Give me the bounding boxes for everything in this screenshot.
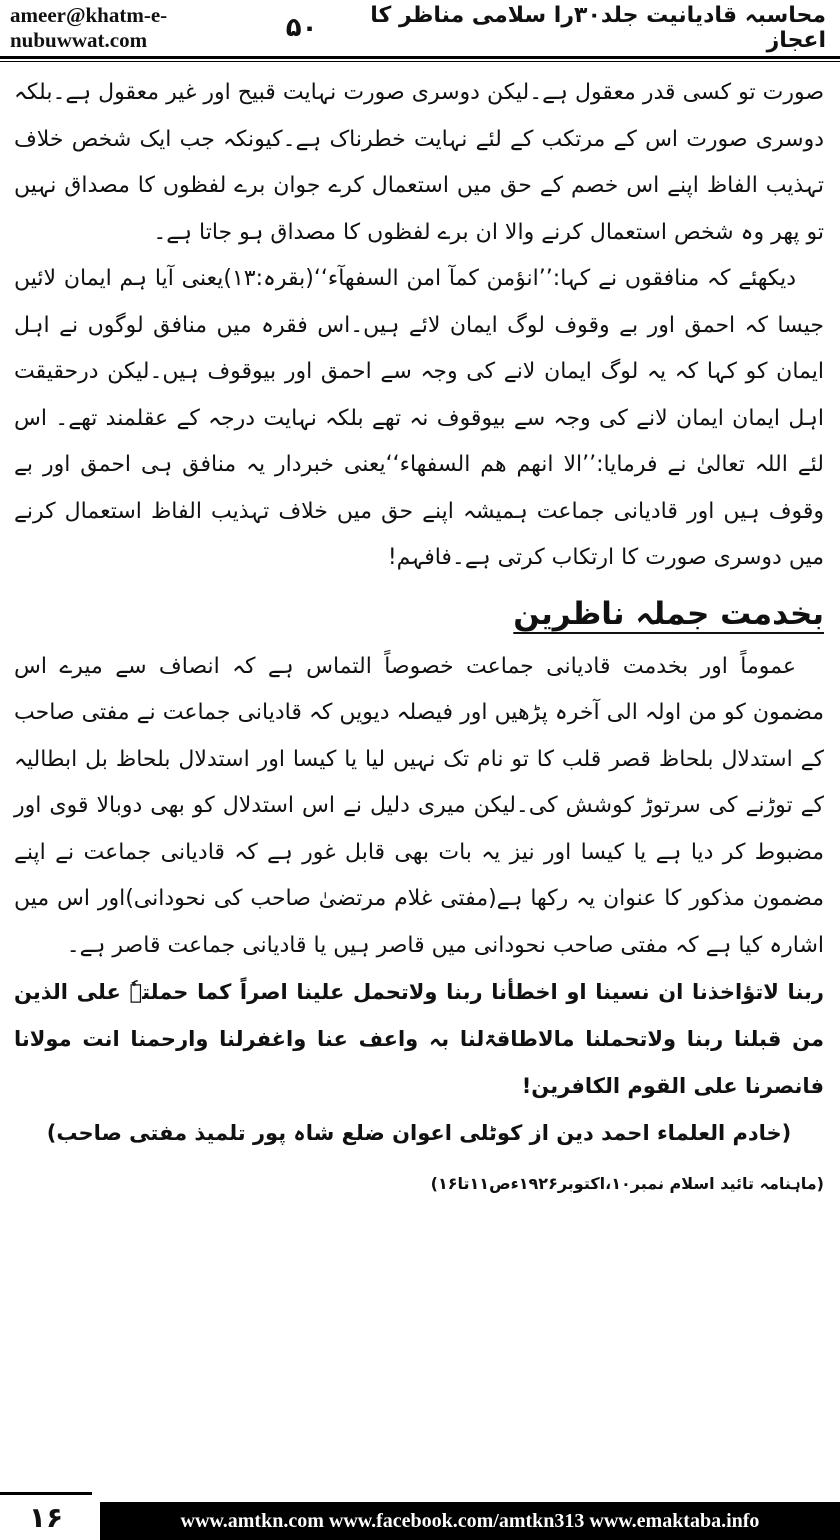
header-page-number: ۵۰	[285, 13, 318, 43]
section-heading	[14, 588, 824, 640]
header-email: ameer@khatm-e-nubuwwat.com	[10, 3, 168, 52]
header-rule-thin	[0, 61, 840, 62]
source-reference: (ماہنامہ تائید اسلام نمبر۱۰،اکتوبر۱۹۲۶ءص۱۱تا۱۶)	[430, 1174, 824, 1193]
page-header	[0, 0, 840, 56]
section-heading-text: بخدمت جملہ ناظرین	[513, 595, 824, 632]
dua-text: ربنا لاتؤاخذنا ان نسینا او اخطأنا ربنا ولاتحمل علینا اصراً کما حملتہٗ علی الذین من قبلنا ربنا ولاتحملنا مالاطاقۃلنا بہ واعف عنا واغفرلنا وارحمنا انت مولانا فانصرنا علی القوم الکافرین!	[14, 980, 824, 1098]
footer-page-number: ۱۶	[0, 1492, 92, 1540]
header-book-title: محاسبہ قادیانیت جلد۳۰را سلامی مناظر کا اعجاز	[370, 3, 826, 53]
footer-links: www.amtkn.com www.facebook.com/amtkn313 www.emaktaba.info	[100, 1502, 840, 1540]
section-paragraph: عموماً اور بخدمت قادیانی جماعت خصوصاً التماس ہے کہ انصاف سے میرے اس مضمون کو من اولہ الی آخرہ پڑھیں اور فیصلہ دیویں کہ قادیانی جماعت نے مفتی صاحب کے استدلال بلحاظ قصر قلب کا تو نام تک نہیں لیا یا کیسا اور استدلال بلحاظ بل ابطالیہ کے توڑنے کی سرتوڑ کوشش کی۔لیکن میری دلیل نے اس استدلال کو بھی دوبالا قوی اور مضبوط کر دیا ہے یا کیسا اور نیز یہ بات بھی قابل غور ہے کہ قادیانی جماعت نے اپنے مضمون مذکور کا عنوان یہ رکھا ہے(مفتی غلام مرتضیٰ صاحب کی نحودانی)اور اس میں اشارہ کیا ہے کہ مفتی صاحب نحودانی میں قاصر ہیں یا قادیانی جماعت قاصر ہے۔	[14, 653, 824, 958]
signature: (خادم العلماء احمد دین از کوٹلی اعوان ضلع شاہ پور تلمیذ مفتی صاحب)	[46, 1121, 792, 1145]
header-right-group	[286, 3, 826, 53]
paragraph-2: دیکھئے کہ منافقوں نے کہا:’’انؤمن کمآ امن السفھآء‘‘(بقرہ:۱۳)یعنی آیا ہم ایمان لائیں جیسا کہ احمق اور بے وقوف لوگ ایمان لائے ہیں۔اس فقرہ میں منافق لوگوں نے اہل ایمان کو کہا کہ یہ لوگ ایمان لانے کی وجہ سے احمق اور بیوقوف ہیں۔لیکن درحقیقت اہل ایمان ایمان لانے کی وجہ سے بیوقوف نہ تھے بلکہ نہایت درجہ کے عقلمند تھے۔ اس لئے اللہ تعالیٰ نے فرمایا:’’الا انھم ھم السفھاء‘‘یعنی خبردار یہ منافق ہی احمق اور بے وقوف ہیں اور قادیانی جماعت ہمیشہ اپنے حق میں خلاف تہذیب الفاظ استعمال کرنے میں دوسری صورت کا ارتکاب کرتی ہے۔فافہم!	[14, 266, 824, 570]
header-rule-thick	[0, 56, 840, 59]
paragraph-1: صورت تو کسی قدر معقول ہے۔لیکن دوسری صورت نہایت قبیح اور غیر معقول ہے۔بلکہ دوسری صورت اس کے مرتکب کے لئے نہایت خطرناک ہے۔کیونکہ جب ایک شخص خلاف تہذیب الفاظ اپنے اس خصم کے حق میں استعمال کرے جوان برے لفظوں کا مصداق نہیں تو پھر وہ شخص استعمال کرنے والا ان برے لفظوں کا مصداق ہو جاتا ہے۔	[14, 80, 824, 245]
page-footer	[0, 1492, 840, 1540]
page-body	[14, 70, 824, 1204]
